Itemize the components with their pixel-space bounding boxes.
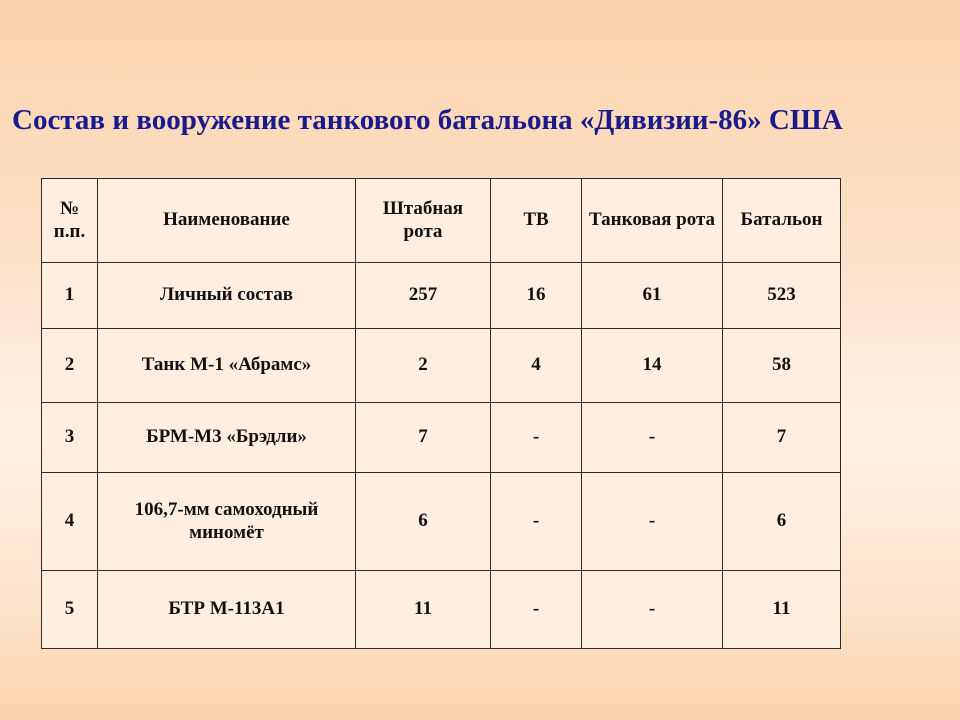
cell-name: БРМ-М3 «Брэдли» <box>98 403 356 473</box>
header-tv: ТВ <box>491 179 582 263</box>
header-battalion: Батальон <box>723 179 841 263</box>
header-name: Наименование <box>98 179 356 263</box>
cell-tank-company: - <box>582 403 723 473</box>
cell-tv: 16 <box>491 263 582 329</box>
cell-name: 106,7-мм самоходный миномёт <box>98 473 356 571</box>
cell-number: 4 <box>42 473 98 571</box>
cell-battalion: 11 <box>723 571 841 649</box>
cell-tank-company: 61 <box>582 263 723 329</box>
table-row <box>42 403 841 473</box>
cell-battalion: 58 <box>723 329 841 403</box>
page-title: Состав и вооружение танкового батальона «Дивизии-86» США <box>12 104 843 136</box>
table-row <box>42 263 841 329</box>
table-header-row <box>42 179 841 263</box>
cell-number: 1 <box>42 263 98 329</box>
cell-battalion: 7 <box>723 403 841 473</box>
header-tank-company: Танковая рота <box>582 179 723 263</box>
cell-tank-company: - <box>582 473 723 571</box>
armament-table <box>41 178 841 649</box>
cell-battalion: 6 <box>723 473 841 571</box>
cell-number: 2 <box>42 329 98 403</box>
cell-hq-company: 257 <box>356 263 491 329</box>
cell-hq-company: 7 <box>356 403 491 473</box>
cell-hq-company: 6 <box>356 473 491 571</box>
cell-tank-company: 14 <box>582 329 723 403</box>
cell-tv: - <box>491 403 582 473</box>
cell-tank-company: - <box>582 571 723 649</box>
cell-number: 3 <box>42 403 98 473</box>
cell-number: 5 <box>42 571 98 649</box>
cell-tv: - <box>491 473 582 571</box>
cell-name: Танк М-1 «Абрамс» <box>98 329 356 403</box>
table-row <box>42 473 841 571</box>
cell-hq-company: 2 <box>356 329 491 403</box>
cell-name: Личный состав <box>98 263 356 329</box>
cell-battalion: 523 <box>723 263 841 329</box>
header-number: № п.п. <box>42 179 98 263</box>
header-hq-company: Штабная рота <box>356 179 491 263</box>
table-row <box>42 329 841 403</box>
cell-name: БТР М-113А1 <box>98 571 356 649</box>
cell-tv: 4 <box>491 329 582 403</box>
cell-tv: - <box>491 571 582 649</box>
table-row <box>42 571 841 649</box>
cell-hq-company: 11 <box>356 571 491 649</box>
